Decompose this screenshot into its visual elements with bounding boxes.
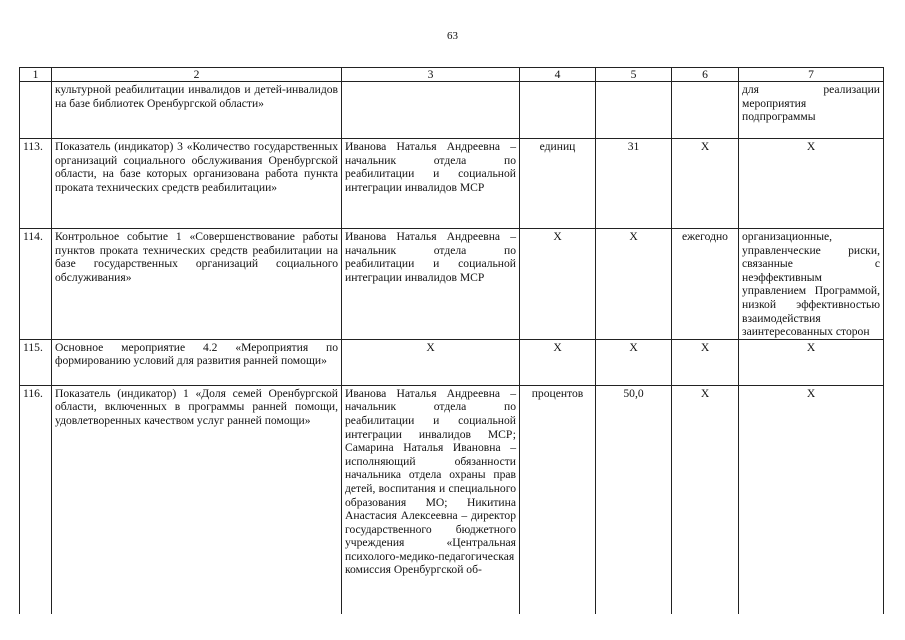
row-responsible: Иванова Наталья Андреевна – начальник отдела по реабилитации и социальной интеграции инвалидов МСР xyxy=(342,139,520,229)
row-period: Х xyxy=(672,339,739,385)
row-period: ежегодно xyxy=(672,229,739,340)
row-unit: Х xyxy=(520,229,596,340)
row-period xyxy=(672,82,739,139)
table-row xyxy=(20,339,884,385)
row-number: 116. xyxy=(20,385,52,614)
row-value: 31 xyxy=(596,139,672,229)
row-name: Показатель (индикатор) 3 «Количество государственных организаций социального обслуживания Оренбургской области, на базе которых организована работа пункта проката технических средств реабилитации» xyxy=(52,139,342,229)
table-row xyxy=(20,385,884,614)
row-value: Х xyxy=(596,339,672,385)
row-unit xyxy=(520,82,596,139)
row-risks: Х xyxy=(739,339,884,385)
row-responsible: Х xyxy=(342,339,520,385)
row-name: Показатель (индикатор) 1 «Доля семей Оренбургской области, включенных в программы ранней помощи, удовлетворенных качеством услуг ранней помощи» xyxy=(52,385,342,614)
column-header: 5 xyxy=(596,68,672,82)
row-name: культурной реабилитации инвалидов и детей-инвалидов на базе библиотек Оренбургской области» xyxy=(52,82,342,139)
column-header: 1 xyxy=(20,68,52,82)
row-number: 113. xyxy=(20,139,52,229)
row-number: 114. xyxy=(20,229,52,340)
row-period: Х xyxy=(672,385,739,614)
page-number: 63 xyxy=(447,30,458,42)
row-value: 50,0 xyxy=(596,385,672,614)
row-risks: организационные, управленческие риски, связанные с неэффективным управлением Программой, низкой эффективностью взаимодействия заинтересованных сторон xyxy=(739,229,884,340)
row-unit: процентов xyxy=(520,385,596,614)
row-risks: Х xyxy=(739,139,884,229)
row-number xyxy=(20,82,52,139)
table-row xyxy=(20,82,884,139)
row-value xyxy=(596,82,672,139)
column-header: 6 xyxy=(672,68,739,82)
column-header: 4 xyxy=(520,68,596,82)
row-number: 115. xyxy=(20,339,52,385)
table-row xyxy=(20,139,884,229)
row-risks: Х xyxy=(739,385,884,614)
plan-table xyxy=(19,67,884,614)
row-risks: для реализации мероприятия подпрограммы xyxy=(739,82,884,139)
row-unit: Х xyxy=(520,339,596,385)
row-responsible: Иванова Наталья Андреевна – начальник отдела по реабилитации и социальной интеграции инвалидов МСР; Самарина Наталья Ивановна – исполняющий обязанности начальника отдела охраны прав детей, воспитания и специального образования МО; Никитина Анастасия Алексеевна – директор государственного бюджетного учреждения «Центральная психолого-медико-педагогическая комиссия Оренбургской об- xyxy=(342,385,520,614)
column-header: 7 xyxy=(739,68,884,82)
row-name: Контрольное событие 1 «Совершенствование работы пунктов проката технических средств реабилитации на базе государственных организаций социального обслуживания» xyxy=(52,229,342,340)
row-responsible: Иванова Наталья Андреевна – начальник отдела по реабилитации и социальной интеграции инвалидов МСР xyxy=(342,229,520,340)
row-period: Х xyxy=(672,139,739,229)
row-responsible xyxy=(342,82,520,139)
table-header-row xyxy=(20,68,884,82)
column-header: 3 xyxy=(342,68,520,82)
column-header: 2 xyxy=(52,68,342,82)
row-value: Х xyxy=(596,229,672,340)
table-row xyxy=(20,229,884,340)
row-unit: единиц xyxy=(520,139,596,229)
row-name: Основное мероприятие 4.2 «Мероприятия по формированию условий для развития ранней помощи» xyxy=(52,339,342,385)
